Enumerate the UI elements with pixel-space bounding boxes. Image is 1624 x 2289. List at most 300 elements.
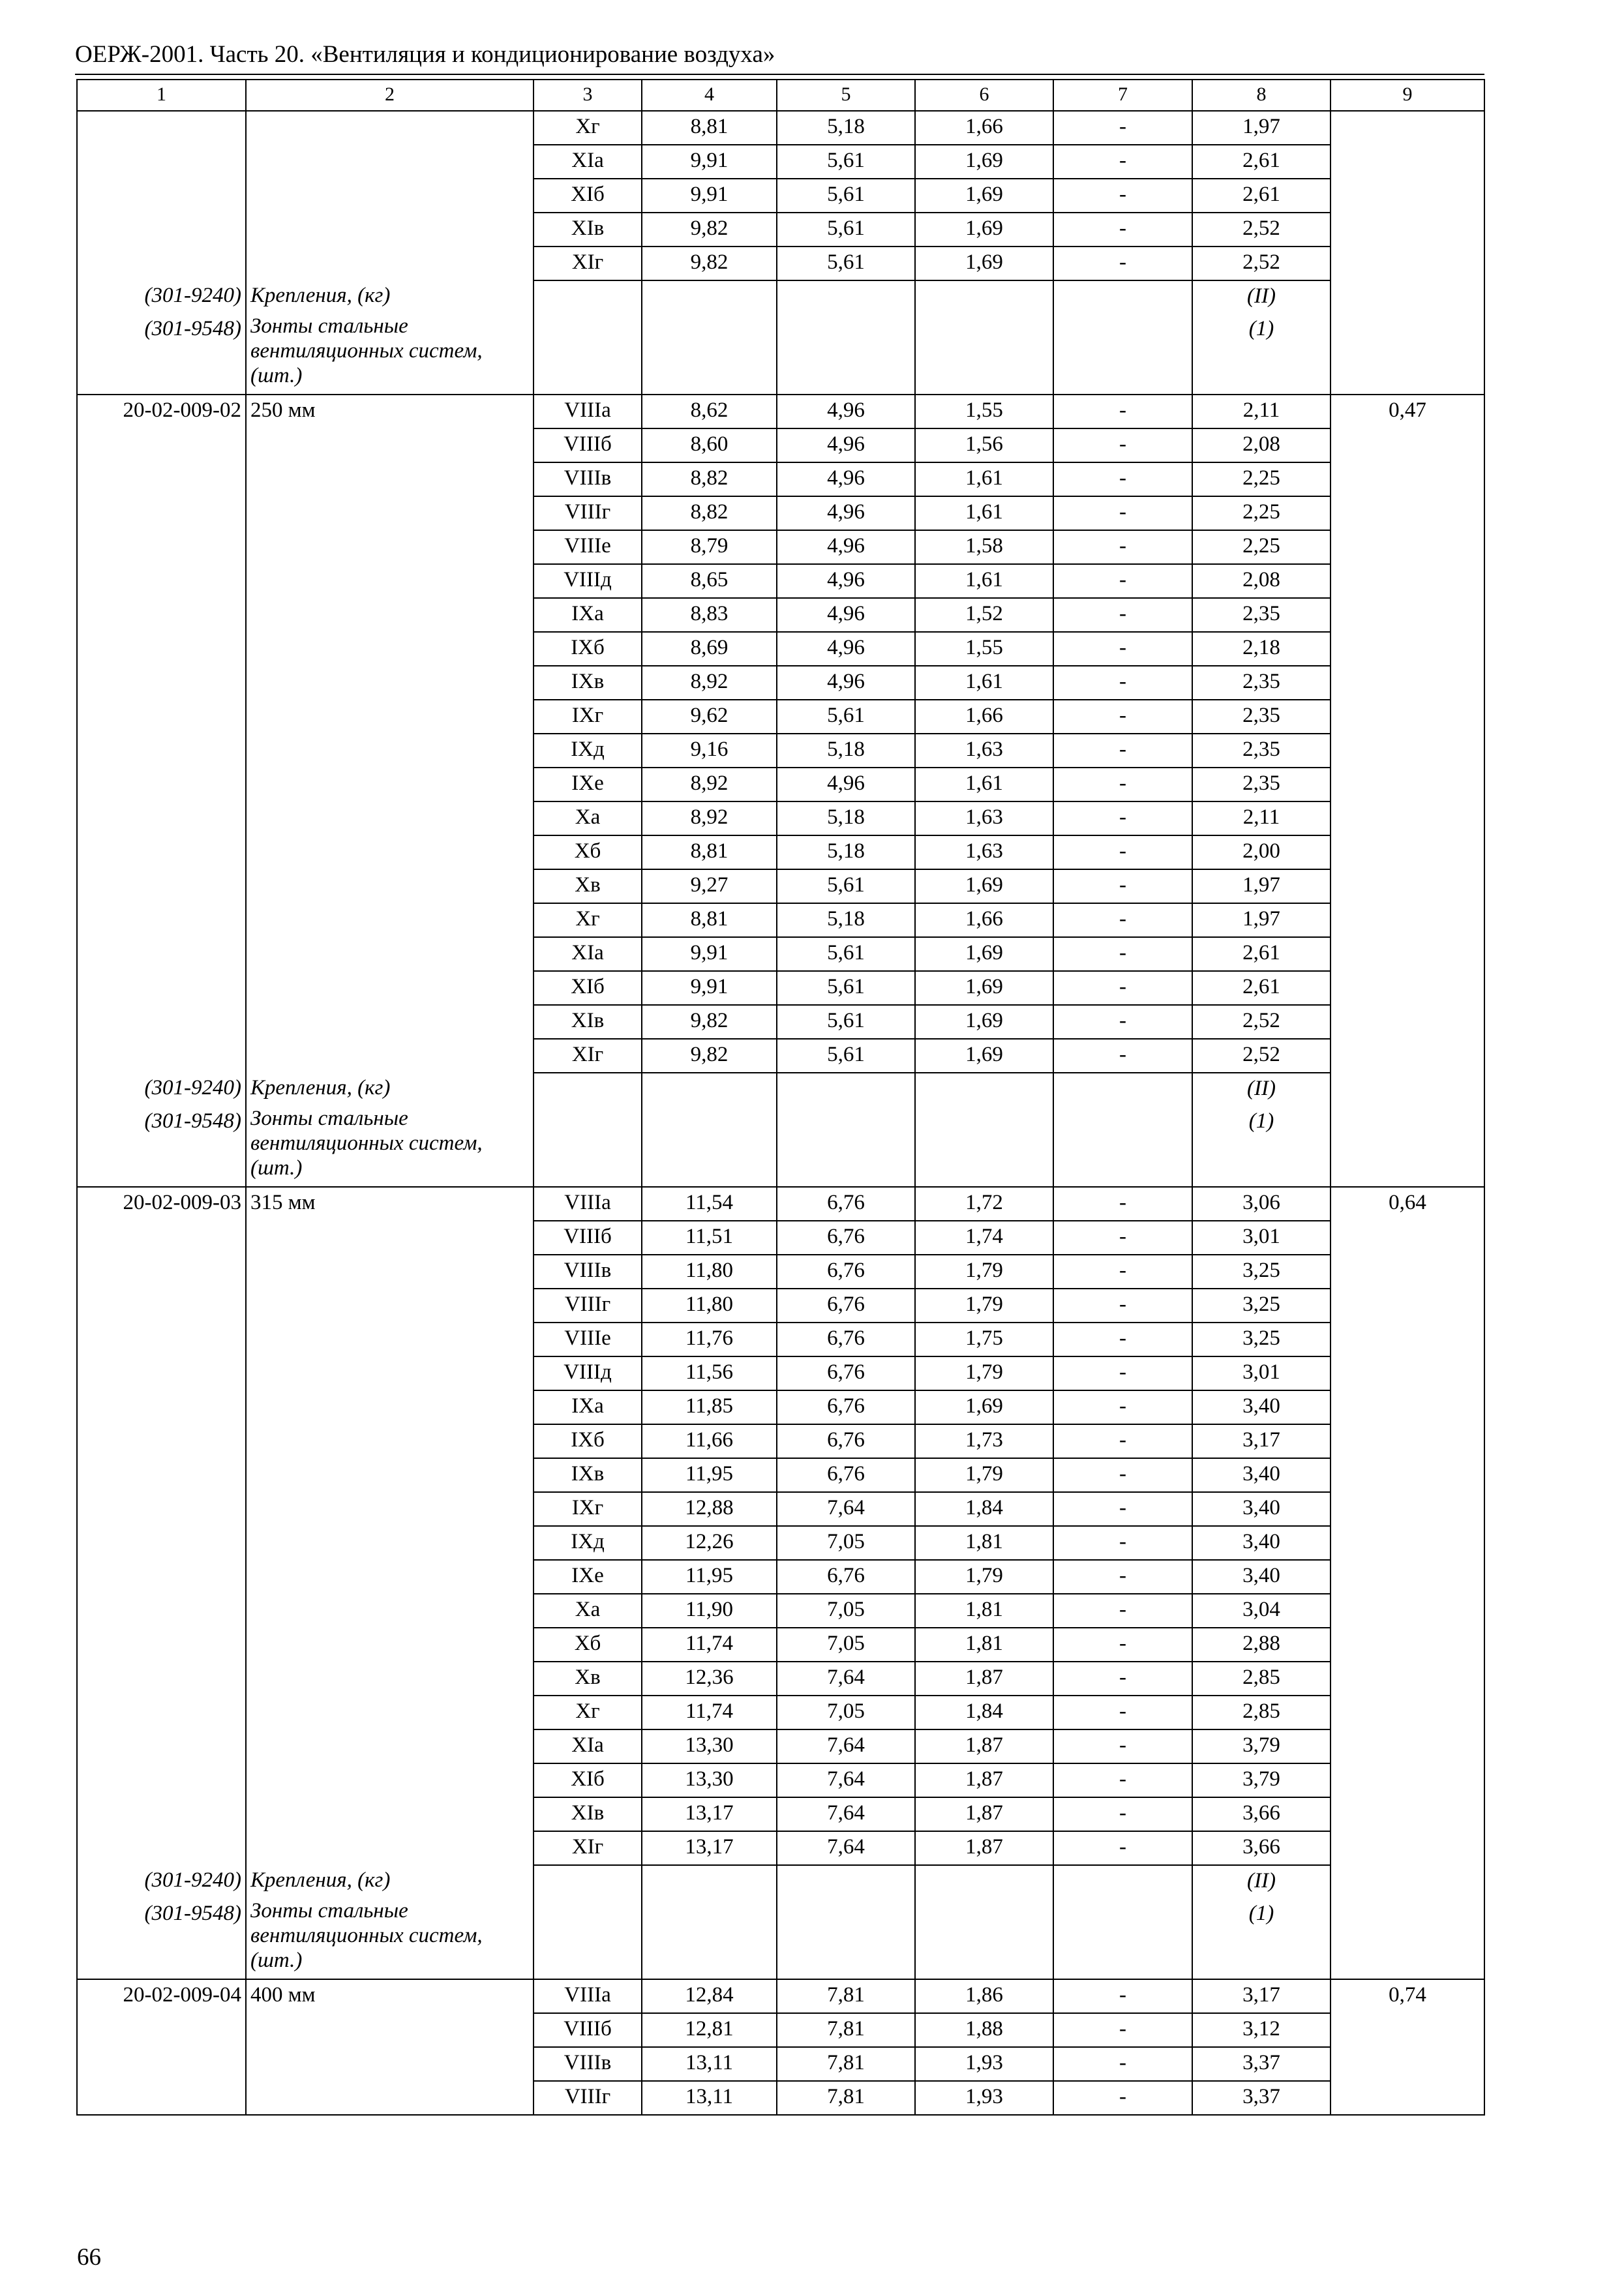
table-cell: - [1053, 971, 1192, 1005]
table-cell [1053, 280, 1192, 314]
table-cell: 1,87 [915, 1763, 1053, 1797]
table-cell: 2,61 [1192, 971, 1331, 1005]
table-cell [246, 1255, 534, 1289]
table-cell: - [1053, 1221, 1192, 1255]
table-cell: 1,61 [915, 462, 1053, 496]
table-cell: 5,61 [777, 179, 915, 213]
table-cell [915, 1898, 1053, 1979]
table-cell [77, 700, 246, 734]
table-row [77, 1729, 1484, 1763]
table-row [77, 1323, 1484, 1356]
table-cell: 5,61 [777, 247, 915, 280]
table-cell: - [1053, 1763, 1192, 1797]
table-cell: (1) [1192, 1106, 1331, 1187]
table-cell [1331, 2013, 1484, 2047]
table-cell [1331, 1729, 1484, 1763]
table-cell [1331, 1662, 1484, 1696]
table-cell [246, 666, 534, 700]
table-cell: 20-02-009-03 [77, 1187, 246, 1221]
table-row [77, 1696, 1484, 1729]
table-cell [1331, 314, 1484, 395]
table-cell: 1,69 [915, 1039, 1053, 1073]
table-cell: - [1053, 1424, 1192, 1458]
table-cell: 1,79 [915, 1255, 1053, 1289]
table-cell: XIб [534, 1763, 642, 1797]
table-row [77, 280, 1484, 314]
table-cell: 6,76 [777, 1424, 915, 1458]
table-cell [246, 530, 534, 564]
table-cell: 1,55 [915, 395, 1053, 428]
table-cell [1053, 1898, 1192, 1979]
table-cell: 7,05 [777, 1594, 915, 1628]
table-row [77, 1356, 1484, 1390]
table-cell: IXе [534, 1560, 642, 1594]
table-cell: 3,66 [1192, 1797, 1331, 1831]
table-row [77, 111, 1484, 145]
table-cell: XIг [534, 247, 642, 280]
table-cell: IXа [534, 598, 642, 632]
table-cell: - [1053, 2047, 1192, 2081]
table-cell: 3,17 [1192, 1979, 1331, 2013]
table-cell: 6,76 [777, 1323, 915, 1356]
table-cell [1331, 428, 1484, 462]
table-cell [1331, 1073, 1484, 1106]
table-cell [1331, 496, 1484, 530]
table-cell: 2,52 [1192, 247, 1331, 280]
table-cell: 1,69 [915, 213, 1053, 247]
table-cell [77, 530, 246, 564]
table-cell: 13,11 [642, 2047, 777, 2081]
table-cell: 4,96 [777, 666, 915, 700]
table-cell: 11,74 [642, 1628, 777, 1662]
table-cell: VIIIв [534, 462, 642, 496]
table-cell: Xг [534, 1696, 642, 1729]
table-cell [77, 1628, 246, 1662]
table-cell [1331, 1526, 1484, 1560]
table-cell [1331, 903, 1484, 937]
table-cell: 4,96 [777, 530, 915, 564]
table-row [77, 1763, 1484, 1797]
table-cell [1331, 1898, 1484, 1979]
table-cell [77, 1255, 246, 1289]
table-cell: - [1053, 1458, 1192, 1492]
table-cell: XIб [534, 179, 642, 213]
table-cell: 11,80 [642, 1255, 777, 1289]
table-cell [1331, 1255, 1484, 1289]
table-cell [1331, 1221, 1484, 1255]
table-cell: XIа [534, 937, 642, 971]
table-row [77, 1039, 1484, 1073]
table-cell [77, 2013, 246, 2047]
table-cell: 2,61 [1192, 937, 1331, 971]
table-cell: - [1053, 1039, 1192, 1073]
table-cell: 3,01 [1192, 1356, 1331, 1390]
table-row [77, 462, 1484, 496]
table-cell: 400 мм [246, 1979, 534, 2013]
table-cell [1331, 462, 1484, 496]
table-row [77, 530, 1484, 564]
table-cell: 1,84 [915, 1696, 1053, 1729]
table-cell: 8,69 [642, 632, 777, 666]
table-row [77, 1106, 1484, 1187]
table-cell: IXб [534, 1424, 642, 1458]
table-cell [1331, 111, 1484, 145]
table-cell [77, 1424, 246, 1458]
table-cell [77, 768, 246, 801]
table-cell: 315 мм [246, 1187, 534, 1221]
table-row [77, 1865, 1484, 1898]
table-cell: Крепления, (кг) [246, 280, 534, 314]
table-cell [77, 1526, 246, 1560]
table-cell: 4,96 [777, 564, 915, 598]
table-cell: 11,74 [642, 1696, 777, 1729]
table-cell: 7,05 [777, 1696, 915, 1729]
table-row [77, 179, 1484, 213]
table-cell [246, 1005, 534, 1039]
table-cell: - [1053, 700, 1192, 734]
table-cell: 5,18 [777, 801, 915, 835]
table-cell: XIа [534, 145, 642, 179]
table-cell: 13,30 [642, 1729, 777, 1763]
table-cell: 8,92 [642, 768, 777, 801]
table-cell: VIIIе [534, 530, 642, 564]
table-cell: - [1053, 1628, 1192, 1662]
table-cell [246, 2013, 534, 2047]
table-row [77, 937, 1484, 971]
table-cell: 1,55 [915, 632, 1053, 666]
table-row [77, 1628, 1484, 1662]
table-cell [77, 1323, 246, 1356]
table-cell: VIIIв [534, 1255, 642, 1289]
table-cell: 1,79 [915, 1458, 1053, 1492]
table-cell: 3,40 [1192, 1492, 1331, 1526]
table-cell [1053, 314, 1192, 395]
table-cell [77, 564, 246, 598]
table-cell: Xг [534, 111, 642, 145]
table-cell: 5,61 [777, 869, 915, 903]
table-cell: 1,86 [915, 1979, 1053, 2013]
table-cell: Xа [534, 801, 642, 835]
table-cell [246, 1039, 534, 1073]
table-cell [246, 1221, 534, 1255]
table-cell: 13,17 [642, 1831, 777, 1865]
table-cell: 6,76 [777, 1221, 915, 1255]
table-cell: 9,82 [642, 213, 777, 247]
table-cell: - [1053, 869, 1192, 903]
table-cell: XIв [534, 213, 642, 247]
table-cell [534, 280, 642, 314]
table-row [77, 869, 1484, 903]
table-cell: 1,81 [915, 1594, 1053, 1628]
table-row [77, 2081, 1484, 2115]
table-row [77, 496, 1484, 530]
table-cell: 1,66 [915, 903, 1053, 937]
table-cell: 5,61 [777, 1039, 915, 1073]
table-cell [642, 1898, 777, 1979]
table-cell [246, 428, 534, 462]
table-cell [246, 247, 534, 280]
table-cell: 7,64 [777, 1662, 915, 1696]
table-cell [1331, 2081, 1484, 2115]
table-cell [77, 213, 246, 247]
table-cell [246, 1729, 534, 1763]
table-cell: - [1053, 395, 1192, 428]
table-cell: 0,64 [1331, 1187, 1484, 1221]
table-cell: 8,79 [642, 530, 777, 564]
table-cell: - [1053, 666, 1192, 700]
table-row [77, 666, 1484, 700]
col-header: 6 [915, 80, 1053, 111]
table-cell: 9,91 [642, 179, 777, 213]
column-number-row [77, 80, 1484, 111]
table-cell [246, 1289, 534, 1323]
table-row [77, 903, 1484, 937]
table-cell: 6,76 [777, 1390, 915, 1424]
table-cell: 11,66 [642, 1424, 777, 1458]
table-cell [246, 1424, 534, 1458]
table-cell: 1,52 [915, 598, 1053, 632]
table-row [77, 428, 1484, 462]
table-row [77, 598, 1484, 632]
table-cell: 1,97 [1192, 903, 1331, 937]
table-row [77, 1073, 1484, 1106]
table-cell: 7,81 [777, 2047, 915, 2081]
table-cell: 4,96 [777, 632, 915, 666]
table-cell: 2,88 [1192, 1628, 1331, 1662]
table-cell [77, 462, 246, 496]
table-cell [77, 1221, 246, 1255]
table-cell [77, 1763, 246, 1797]
table-cell: 6,76 [777, 1187, 915, 1221]
table-cell: 9,91 [642, 145, 777, 179]
table-cell [1053, 1073, 1192, 1106]
table-cell [246, 213, 534, 247]
table-cell: IXв [534, 666, 642, 700]
table-cell: Зонты стальные вентиляционных систем, (шт.) [246, 1898, 534, 1979]
table-row [77, 1005, 1484, 1039]
table-cell: 2,52 [1192, 1039, 1331, 1073]
table-cell: (II) [1192, 1073, 1331, 1106]
table-cell: IXб [534, 632, 642, 666]
table-row [77, 2013, 1484, 2047]
table-cell [777, 1865, 915, 1898]
table-cell: (II) [1192, 280, 1331, 314]
table-cell: 20-02-009-02 [77, 395, 246, 428]
table-row [77, 2047, 1484, 2081]
table-cell: 1,61 [915, 666, 1053, 700]
table-cell: 5,61 [777, 700, 915, 734]
header-rule [75, 74, 1484, 75]
table-cell [77, 1492, 246, 1526]
table-cell: (301-9240) [77, 1073, 246, 1106]
col-header: 4 [642, 80, 777, 111]
table-cell: XIг [534, 1831, 642, 1865]
table-cell [1331, 869, 1484, 903]
table-cell: (301-9548) [77, 1898, 246, 1979]
table-cell: 9,82 [642, 1005, 777, 1039]
table-cell: 4,96 [777, 768, 915, 801]
table-cell: XIб [534, 971, 642, 1005]
table-cell: - [1053, 632, 1192, 666]
table-cell: 8,81 [642, 111, 777, 145]
table-cell: - [1053, 213, 1192, 247]
table-cell [246, 869, 534, 903]
table-cell: - [1053, 1289, 1192, 1323]
table-cell: - [1053, 937, 1192, 971]
table-cell [77, 937, 246, 971]
table-cell: 2,00 [1192, 835, 1331, 869]
table-cell [777, 280, 915, 314]
table-cell: 11,54 [642, 1187, 777, 1221]
table-cell [534, 1865, 642, 1898]
table-cell: 6,76 [777, 1356, 915, 1390]
table-cell: 3,79 [1192, 1729, 1331, 1763]
table-cell: 1,97 [1192, 111, 1331, 145]
table-cell: Xб [534, 835, 642, 869]
table-cell: IXа [534, 1390, 642, 1424]
table-cell: - [1053, 1255, 1192, 1289]
table-row [77, 247, 1484, 280]
table-cell: VIIIб [534, 428, 642, 462]
table-cell: 3,40 [1192, 1458, 1331, 1492]
table-cell: 5,18 [777, 835, 915, 869]
table-cell [1331, 1628, 1484, 1662]
table-cell: 5,61 [777, 971, 915, 1005]
table-cell [246, 903, 534, 937]
table-cell: 11,56 [642, 1356, 777, 1390]
table-cell [246, 1323, 534, 1356]
table-cell: - [1053, 2013, 1192, 2047]
table-cell: 3,25 [1192, 1289, 1331, 1323]
table-cell [1331, 213, 1484, 247]
table-cell: - [1053, 734, 1192, 768]
table-cell: - [1053, 1979, 1192, 2013]
table-cell: IXе [534, 768, 642, 801]
table-cell: 1,69 [915, 145, 1053, 179]
table-cell: 9,62 [642, 700, 777, 734]
table-cell [77, 1356, 246, 1390]
table-cell: 1,69 [915, 179, 1053, 213]
table-cell [534, 1898, 642, 1979]
table-cell [1331, 2047, 1484, 2081]
table-cell: 1,87 [915, 1729, 1053, 1763]
table-cell: XIв [534, 1005, 642, 1039]
table-cell: 11,95 [642, 1458, 777, 1492]
table-row [77, 700, 1484, 734]
table-cell: 1,84 [915, 1492, 1053, 1526]
table-cell: 4,96 [777, 462, 915, 496]
table-cell [246, 564, 534, 598]
table-row [77, 1221, 1484, 1255]
table-cell: 8,92 [642, 801, 777, 835]
table-cell: 1,72 [915, 1187, 1053, 1221]
table-cell: Зонты стальные вентиляционных систем, (шт.) [246, 314, 534, 395]
table-cell [77, 1390, 246, 1424]
table-cell [1053, 1106, 1192, 1187]
table-cell [77, 428, 246, 462]
table-row [77, 1255, 1484, 1289]
table-cell: 9,91 [642, 971, 777, 1005]
table-cell [915, 1865, 1053, 1898]
table-cell [246, 1696, 534, 1729]
table-cell: 7,81 [777, 1979, 915, 2013]
table-cell [77, 1831, 246, 1865]
table-cell: 5,61 [777, 937, 915, 971]
table-cell [1331, 1797, 1484, 1831]
table-cell: 1,61 [915, 564, 1053, 598]
table-cell: 1,56 [915, 428, 1053, 462]
col-header: 7 [1053, 80, 1192, 111]
table-cell [77, 2047, 246, 2081]
table-cell: - [1053, 1831, 1192, 1865]
table-cell [246, 2081, 534, 2115]
table-row [77, 801, 1484, 835]
table-cell: - [1053, 1662, 1192, 1696]
table-cell [77, 145, 246, 179]
table-cell: 4,96 [777, 395, 915, 428]
table-cell: 3,40 [1192, 1526, 1331, 1560]
table-cell [77, 835, 246, 869]
table-cell: IXд [534, 734, 642, 768]
table-cell [1331, 1039, 1484, 1073]
table-cell [1331, 700, 1484, 734]
table-row [77, 1424, 1484, 1458]
page-header: ОЕРЖ-2001. Часть 20. «Вентиляция и кондиционирование воздуха» [75, 41, 775, 68]
table-cell [246, 496, 534, 530]
table-cell: 9,82 [642, 247, 777, 280]
table-cell [246, 598, 534, 632]
table-cell: 12,88 [642, 1492, 777, 1526]
table-cell [1331, 598, 1484, 632]
table-cell: 7,64 [777, 1831, 915, 1865]
table-cell [1331, 247, 1484, 280]
table-cell [246, 1356, 534, 1390]
table-cell [1331, 971, 1484, 1005]
table-cell: 6,76 [777, 1458, 915, 1492]
table-cell: 11,80 [642, 1289, 777, 1323]
table-cell [1331, 801, 1484, 835]
table-cell [777, 1898, 915, 1979]
table-cell [77, 632, 246, 666]
table-cell [246, 1390, 534, 1424]
table-cell: 13,11 [642, 2081, 777, 2115]
table-cell [77, 734, 246, 768]
table-cell: - [1053, 598, 1192, 632]
table-cell: 1,93 [915, 2047, 1053, 2081]
table-cell: 7,64 [777, 1763, 915, 1797]
table-cell: 1,69 [915, 1390, 1053, 1424]
col-header: 2 [246, 80, 534, 111]
table-cell: - [1053, 530, 1192, 564]
table-row [77, 145, 1484, 179]
table-cell: - [1053, 1492, 1192, 1526]
table-cell: IXд [534, 1526, 642, 1560]
table-cell: 20-02-009-04 [77, 1979, 246, 2013]
table-cell [246, 632, 534, 666]
table-cell: 8,92 [642, 666, 777, 700]
table-cell: 8,62 [642, 395, 777, 428]
table-cell [915, 280, 1053, 314]
table-cell: XIв [534, 1797, 642, 1831]
table-cell [246, 1560, 534, 1594]
table-cell: - [1053, 801, 1192, 835]
table-row [77, 1979, 1484, 2013]
table-cell [915, 1106, 1053, 1187]
table-cell: (301-9548) [77, 1106, 246, 1187]
table-cell [642, 280, 777, 314]
table-cell: 1,61 [915, 768, 1053, 801]
table-cell: 1,69 [915, 869, 1053, 903]
